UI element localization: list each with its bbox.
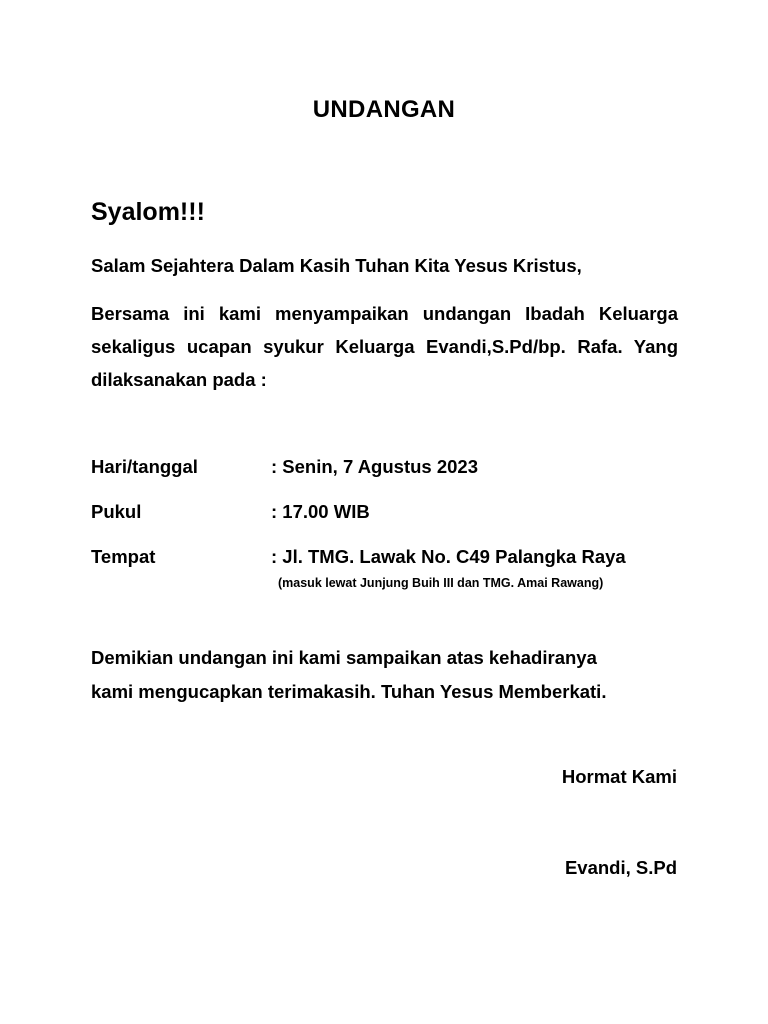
greeting: Syalom!!! [91, 198, 205, 226]
detail-value: : 17.00 WIB [271, 501, 370, 522]
event-details [91, 456, 691, 591]
detail-label: Hari/tanggal [91, 456, 198, 477]
detail-value: : Senin, 7 Agustus 2023 [271, 456, 478, 477]
intro-paragraph: Bersama ini kami menyampaikan undangan Ibadah Keluarga sekaligus ucapan syukur Keluarga Evandi,S.Pd/bp. Rafa. Yang dilaksanakan pada : [91, 303, 678, 390]
salutation: Salam Sejahtera Dalam Kasih Tuhan Kita Yesus Kristus, [91, 255, 582, 276]
detail-label: Pukul [91, 501, 142, 522]
detail-row-time [91, 501, 691, 546]
closing-line: kami mengucapkan terimakasih. Tuhan Yesus Memberkati. [91, 681, 607, 702]
closing-paragraph [91, 641, 691, 709]
detail-label: Tempat [91, 546, 156, 567]
detail-row-date [91, 456, 691, 501]
document-title: UNDANGAN [312, 96, 456, 123]
signer-name: Evandi, S.Pd [564, 857, 677, 878]
detail-value: : Jl. TMG. Lawak No. C49 Palangka Raya [271, 546, 626, 567]
place-note: (masuk lewat Junjung Buih III dan TMG. Amai Rawang) [278, 576, 604, 590]
closing-line: Demikian undangan ini kami sampaikan atas kehadiranya [91, 647, 597, 668]
regards-text: Hormat Kami [561, 766, 677, 787]
